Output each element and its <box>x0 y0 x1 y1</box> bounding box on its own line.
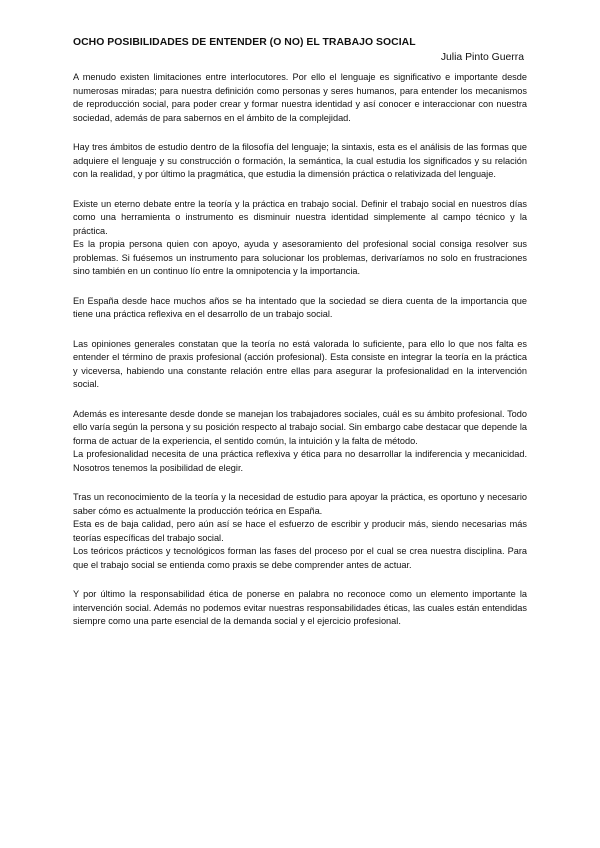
paragraph <box>73 141 527 182</box>
paragraph-text: Además es interesante desde donde se manejan los trabajadores sociales, cuál es su ámbito profesional. Todo ello varía según la persona y su posición respecto al trabajo social. Sin embargo cabe destacar que depende la forma de actuar de la experiencia, el sentido común, la intuición y la falta de método. <box>73 408 527 446</box>
paragraph-text: Existe un eterno debate entre la teoría y la práctica en trabajo social. Definir el trabajo social en nuestros días como una herramienta o instrumento es disminuir nuestra identidad simplemente al campo técnico y la práctica. <box>73 198 527 236</box>
paragraph <box>73 408 527 476</box>
paragraph <box>73 338 527 392</box>
paragraph-text: Y por último la responsabilidad ética de ponerse en palabra no reconoce como un elemento importante la intervención social. Además no podemos evitar nuestras responsabilidades éticas, las cuales están entendidas siempre como una parte esencial de la demanda social y el ejercicio profesional. <box>73 589 527 626</box>
paragraph <box>73 198 527 279</box>
document-body <box>73 71 527 645</box>
paragraph <box>73 491 527 572</box>
paragraph <box>73 295 527 322</box>
paragraph <box>73 71 527 125</box>
paragraph-text: Esta es de baja calidad, pero aún así se hace el esfuerzo de escribir y producir más, siendo necesarias más teorías específicas del trabajo social. <box>73 519 527 543</box>
document-title: OCHO POSIBILIDADES DE ENTENDER (O NO) EL TRABAJO SOCIAL <box>73 37 416 48</box>
paragraph <box>73 588 527 629</box>
document-author: Julia Pinto Guerra <box>440 52 524 63</box>
paragraph-text: Las opiniones generales constatan que la teoría no está valorada lo suficiente, para ello lo que nos falta es entender el término de praxis profesional (acción profesional). Esta consiste en integrar la teoría en la práctica y viceversa, habiendo una constante relación entre ellas para asegurar la profesionalidad en la intervención social. <box>73 338 527 389</box>
paragraph-text: A menudo existen limitaciones entre interlocutores. Por ello el lenguaje es significativo e importante desde numerosas miradas; para nuestra definición como personas y seres humanos, para entender los mecanismos de reproducción social, para poder crear y formar nuestra identidad y así conocer e interaccionar con nuestra sociedad, además de para sabernos en el ámbito de la complejidad. <box>73 72 527 123</box>
paragraph-text: Es la propia persona quien con apoyo, ayuda y asesoramiento del profesional social consiga resolver sus problemas. Si fuésemos un instrumento para solucionar los problemas, derivaríamos no solo en frustraciones sino también en un continuo lío entre la omnipotencia y la importancia. <box>73 239 527 276</box>
paragraph-text: Tras un reconocimiento de la teoría y la necesidad de estudio para apoyar la práctica, es oportuno y necesario saber cómo es actualmente la producción teórica en España. <box>73 492 527 516</box>
paragraph-text: Los teóricos prácticos y tecnológicos forman las fases del proceso por el cual se crea nuestra disciplina. Para que el trabajo social se entienda como praxis se debe comprender antes de actuar. <box>73 546 527 570</box>
paragraph-text: En España desde hace muchos años se ha intentado que la sociedad se diera cuenta de la importancia que tiene una práctica reflexiva en el desarrollo de un trabajo social. <box>73 295 527 319</box>
paragraph-text: Hay tres ámbitos de estudio dentro de la filosofía del lenguaje; la sintaxis, esta es el análisis de las formas que adquiere el lenguaje y su construcción o formación, la semántica, la cual estudia los significados y su relación con la realidad, y por último la pragmática, que estudia la dimensión práctica o relativizada del lenguaje. <box>73 142 527 179</box>
paragraph-text: La profesionalidad necesita de una práctica reflexiva y ética para no desarrollar la indiferencia y mecanicidad. Nosotros tenemos la posibilidad de elegir. <box>73 449 527 473</box>
